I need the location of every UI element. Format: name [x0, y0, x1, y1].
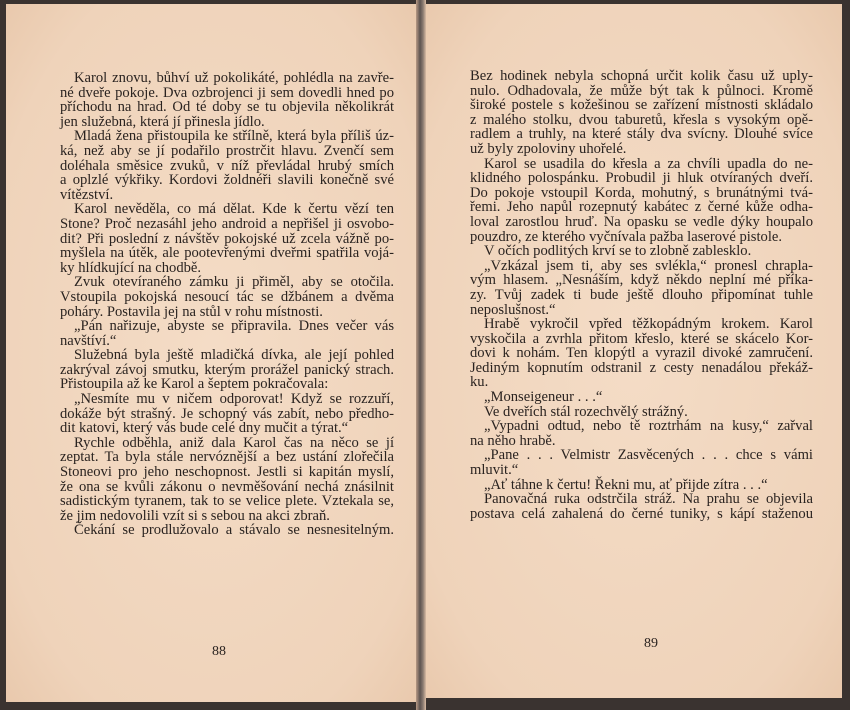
text-line: „Nesmíte mu v ničem odporovat! Když se rozzuří,	[74, 391, 394, 408]
text-line: vítězství.	[60, 186, 114, 203]
left-page	[6, 4, 418, 702]
text-line: a oplzlé výkřiky. Kordovi žoldnéři slavili konečně své	[60, 172, 394, 189]
text-line: na něho hrabě.	[470, 432, 556, 449]
right-page-text	[470, 68, 813, 520]
book-gutter	[416, 0, 426, 710]
text-line: loval zarostlou hruď. Na opasku se vedle dýky houpalo	[470, 213, 813, 230]
text-line: „Monseigeneur . . .“	[484, 389, 603, 406]
text-line: né dveře pokoje. Dva ozbrojenci ji sem dovedli hned po	[60, 84, 394, 101]
text-line: klidného polospánku. Probudil ji hluk otvíraných dveří.	[470, 170, 813, 187]
text-line: ky hlídkující na chodbě.	[60, 259, 202, 276]
text-line: Přistoupila až ke Karol a šeptem pokračovala:	[60, 376, 329, 393]
left-page-text	[60, 70, 394, 537]
right-page	[424, 4, 842, 698]
text-line: mluvit.“	[470, 462, 519, 479]
text-line: „Ať táhne k čertu! Řekni mu, ať přijde zítra . . .“	[484, 476, 768, 493]
text-line: dovi k nohám. Ten klopýtl a vyrazil divoké zamručení.	[470, 345, 813, 362]
text-line: „Pane . . . Velmistr Zasvěcených . . . chce s vámi	[484, 447, 813, 464]
text-line: Karol nevěděla, co má dělat. Kde k čertu vězí ten	[74, 201, 394, 218]
text-line: Vstoupila pokojská nesoucí tác se džbánem a dvěma	[60, 288, 394, 305]
text-line: pouzdro, ze kterého vyčnívala pažba laserové pistole.	[470, 228, 783, 245]
left-page-number: 88	[212, 644, 226, 659]
text-line: vým hlasem. „Nesnáším, když někdo neplní mé příka-	[470, 272, 813, 289]
text-line: dit? Při poslední z návštěv pokojské už zcela vážně po-	[60, 230, 394, 247]
text-line: široké postele s kožešinou se zařízení místnosti skládalo	[470, 97, 813, 114]
text-line: Mladá žena přistoupila ke střílně, která byla příliš úz-	[74, 128, 394, 145]
text-line: Rychle odběhla, aniž dala Karol čas na něco se jí	[74, 434, 394, 451]
text-line: Ve dveřích stál rozechvělý strážný.	[484, 403, 688, 420]
text-line: zy. Tvůj zadek ti bude ještě dlouho připomínat tuhle	[470, 286, 813, 303]
text-line: že ona se kvůli zákonu o nevměšování nechá znásilnit	[60, 478, 394, 495]
right-page-number: 89	[644, 636, 658, 651]
text-line: V očích podlitých krví se to zlobně zablesklo.	[484, 243, 752, 260]
text-line: jen služebná, která jí přinesla jídlo.	[60, 113, 265, 130]
text-line: už byly zpoloviny uhořelé.	[470, 140, 627, 157]
text-line: Zvuk otevíraného zámku ji přiměl, aby se otočila.	[74, 274, 394, 291]
text-line: Stone? Proč nezasáhl jeho android a nepřišel ji osvobo-	[60, 215, 394, 232]
text-line: Jediným kopnutím odstranil z cesty nenadálou překáž-	[470, 359, 813, 376]
text-line: Bez hodinek nebyla schopná určit kolik času už uply-	[470, 68, 813, 84]
text-line: myšlela na útěk, ale pootevřenými dveřmi spatřila vojá-	[60, 245, 394, 262]
text-line: ká, než aby se jí podařilo prostrčit hlavu. Zvenčí sem	[60, 142, 394, 159]
text-line: nulo. Odhadovala, že může být tak k půlnoci. Kromě	[470, 82, 813, 99]
text-line: Hrabě vykročil vpřed těžkopádným krokem. Karol	[484, 316, 813, 333]
text-line: sadistickým tyranem, tak to se velice plete. Vztekala se,	[60, 493, 394, 510]
text-line: že jim nedovolili vzít si s sebou na akci zbraň.	[60, 507, 330, 524]
text-line: ku.	[470, 374, 489, 391]
text-line: poháry. Postavila jej na stůl v rohu místnosti.	[60, 303, 323, 320]
text-line: příchodu na hrad. Od té doby se tu objevila několikrát	[60, 99, 394, 116]
text-line: Čekání se prodlužovalo a stávalo se nesnesitelným.	[74, 522, 394, 539]
text-line: dokáže být strašný. Je schopný vás zabít, nebo předho-	[60, 405, 394, 422]
text-line: Stoneovi pro jeho neschopnost. Jestli si kapitán myslí,	[60, 464, 394, 481]
text-line: Panovačná ruka odstrčila stráž. Na prahu se objevila	[484, 491, 813, 508]
text-line: „Pán nařizuje, abyste se připravila. Dnes večer vás	[74, 318, 394, 335]
text-line: dit katovi, který vás bude celé dny mučit a týrat.“	[60, 420, 349, 437]
text-line: Do pokoje vstoupil Korda, mohutný, s brunátnými tvá-	[470, 184, 813, 201]
text-line: řemi. Jeho napůl rozepnutý kabátec z černé kůže odha-	[470, 199, 813, 216]
text-line: neposlušnost.“	[470, 301, 556, 318]
text-line: zeptat. Ta byla stále nervóznější a bez ustání zlořečila	[60, 449, 394, 466]
text-line: radlem a truhly, na které stály dva svícny. Dlouhé svíce	[470, 126, 813, 143]
text-line: „Vypadni odtud, nebo tě roztrhám na kusy,“ zařval	[484, 418, 813, 435]
text-line: postava celá zahalená do černé tuniky, s kápí staženou	[470, 505, 813, 522]
text-line: z malého stolku, dvou taburetů, křesla s vysokým opě-	[470, 111, 813, 128]
text-line: zakrýval závoj smutku, kterým prorážel panický strach.	[60, 361, 394, 378]
text-line: doléhala směsice zvuků, v níž převládal hrubý smích	[60, 157, 394, 174]
text-line: „Vzkázal jsem ti, aby ses svlékla,“ pronesl chrapla-	[484, 257, 813, 274]
text-line: Karol znovu, bůhví už pokolikáté, pohlédla na zavře-	[74, 70, 394, 86]
text-line: Služebná byla ještě mladičká dívka, ale její pohled	[74, 347, 394, 364]
text-line: Karol se usadila do křesla a za chvíli upadla do ne-	[484, 155, 813, 172]
text-line: vyskočila a zvrhla přitom křeslo, které se skácelo Kor-	[470, 330, 813, 347]
text-line: navštíví.“	[60, 332, 117, 349]
